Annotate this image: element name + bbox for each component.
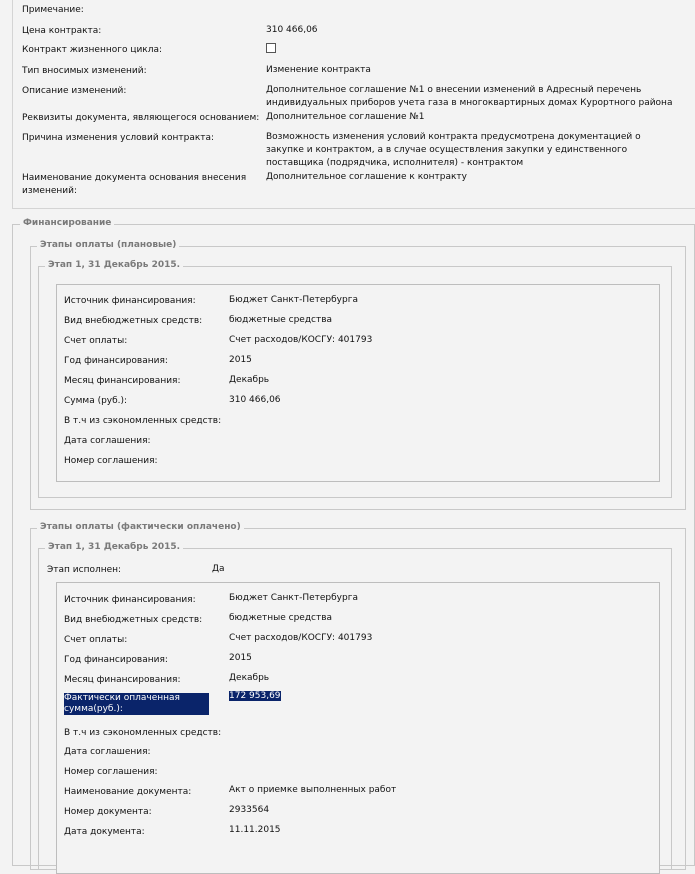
basis-name-value: Дополнительное соглашение к контракту xyxy=(266,172,467,182)
actual-month-label: Месяц финансирования: xyxy=(64,675,181,685)
planned-savings-label: В т.ч из сэкономленных средств: xyxy=(64,416,222,426)
planned-legend: Этапы оплаты (плановые) xyxy=(37,240,179,250)
actual-month-value: Декабрь xyxy=(229,673,270,683)
actual-doc-num-label: Номер документа: xyxy=(64,807,152,817)
basis-doc-value: Дополнительное соглашение №1 xyxy=(266,112,425,122)
planned-month-label: Месяц финансирования: xyxy=(64,376,181,386)
planned-account-value: Счет расходов/КОСГУ: 401793 xyxy=(229,335,373,345)
change-desc-label: Описание изменений: xyxy=(22,86,127,96)
actual-savings-label: В т.ч из сэкономленных средств: xyxy=(64,728,222,738)
actual-paid-label[interactable]: Фактически оплаченная сумма(руб.): xyxy=(64,693,209,715)
financing-legend: Финансирование xyxy=(20,218,114,228)
price-label: Цена контракта: xyxy=(22,26,102,36)
actual-account-label: Счет оплаты: xyxy=(64,635,128,645)
planned-stage-legend: Этап 1, 31 Декабрь 2015. xyxy=(45,260,183,270)
actual-legend: Этапы оплаты (фактически оплачено) xyxy=(37,522,244,532)
actual-stage-legend: Этап 1, 31 Декабрь 2015. xyxy=(45,542,183,552)
lifecycle-checkbox[interactable] xyxy=(266,43,276,53)
change-desc-value: Дополнительное соглашение №1 о внесении изменений в Адресный перечень индивидуальных приборов учета газа в многоквартирных домах Курортного района xyxy=(266,85,673,108)
actual-agreement-date-label: Дата соглашения: xyxy=(64,747,151,757)
reason-value: Возможность изменения условий контракта предусмотрена документацией о закупке и контрактом, а в случае осуществления закупки у единственного поставщика (подрядчика, исполнителя) - контрактом xyxy=(266,132,641,168)
actual-year-value: 2015 xyxy=(229,653,252,663)
planned-offbudget-label: Вид внебюджетных средств: xyxy=(64,316,203,326)
change-type-value: Изменение контракта xyxy=(266,65,371,75)
actual-doc-date-label: Дата документа: xyxy=(64,827,145,837)
planned-account-label: Счет оплаты: xyxy=(64,336,128,346)
actual-source-value: Бюджет Санкт-Петербурга xyxy=(229,593,358,603)
note-label: Примечание: xyxy=(22,5,84,15)
actual-offbudget-label: Вид внебюджетных средств: xyxy=(64,615,203,625)
basis-doc-label: Реквизиты документа, являющегося основанием: xyxy=(22,113,260,123)
actual-doc-name-label: Наименование документа: xyxy=(64,787,192,797)
change-type-label: Тип вносимых изменений: xyxy=(22,66,147,76)
actual-doc-name-value: Акт о приемке выполненных работ xyxy=(229,785,397,795)
actual-account-value: Счет расходов/КОСГУ: 401793 xyxy=(229,633,373,643)
planned-offbudget-value: бюджетные средства xyxy=(229,315,333,325)
planned-sum-value: 310 466,06 xyxy=(229,395,281,405)
price-value: 310 466,06 xyxy=(266,25,318,35)
actual-agreement-num-label: Номер соглашения: xyxy=(64,767,158,777)
actual-offbudget-value: бюджетные средства xyxy=(229,613,333,623)
actual-year-label: Год финансирования: xyxy=(64,655,168,665)
planned-year-label: Год финансирования: xyxy=(64,356,168,366)
basis-name-label: Наименование документа основания внесения изменений: xyxy=(22,173,247,196)
planned-month-value: Декабрь xyxy=(229,375,270,385)
planned-source-value: Бюджет Санкт-Петербурга xyxy=(229,295,358,305)
actual-doc-num-value: 2933564 xyxy=(229,805,270,815)
planned-agreement-date-label: Дата соглашения: xyxy=(64,436,151,446)
lifecycle-label: Контракт жизненного цикла: xyxy=(22,45,163,55)
actual-doc-date-value: 11.11.2015 xyxy=(229,825,281,835)
planned-source-label: Источник финансирования: xyxy=(64,296,196,306)
actual-done-label: Этап исполнен: xyxy=(47,565,122,575)
actual-source-label: Источник финансирования: xyxy=(64,595,196,605)
actual-done-value: Да xyxy=(212,564,225,574)
planned-year-value: 2015 xyxy=(229,355,252,365)
reason-label: Причина изменения условий контракта: xyxy=(22,133,215,143)
planned-sum-label: Сумма (руб.): xyxy=(64,396,128,406)
actual-paid-value[interactable]: 172 953,69 xyxy=(229,691,281,701)
planned-agreement-num-label: Номер соглашения: xyxy=(64,456,158,466)
